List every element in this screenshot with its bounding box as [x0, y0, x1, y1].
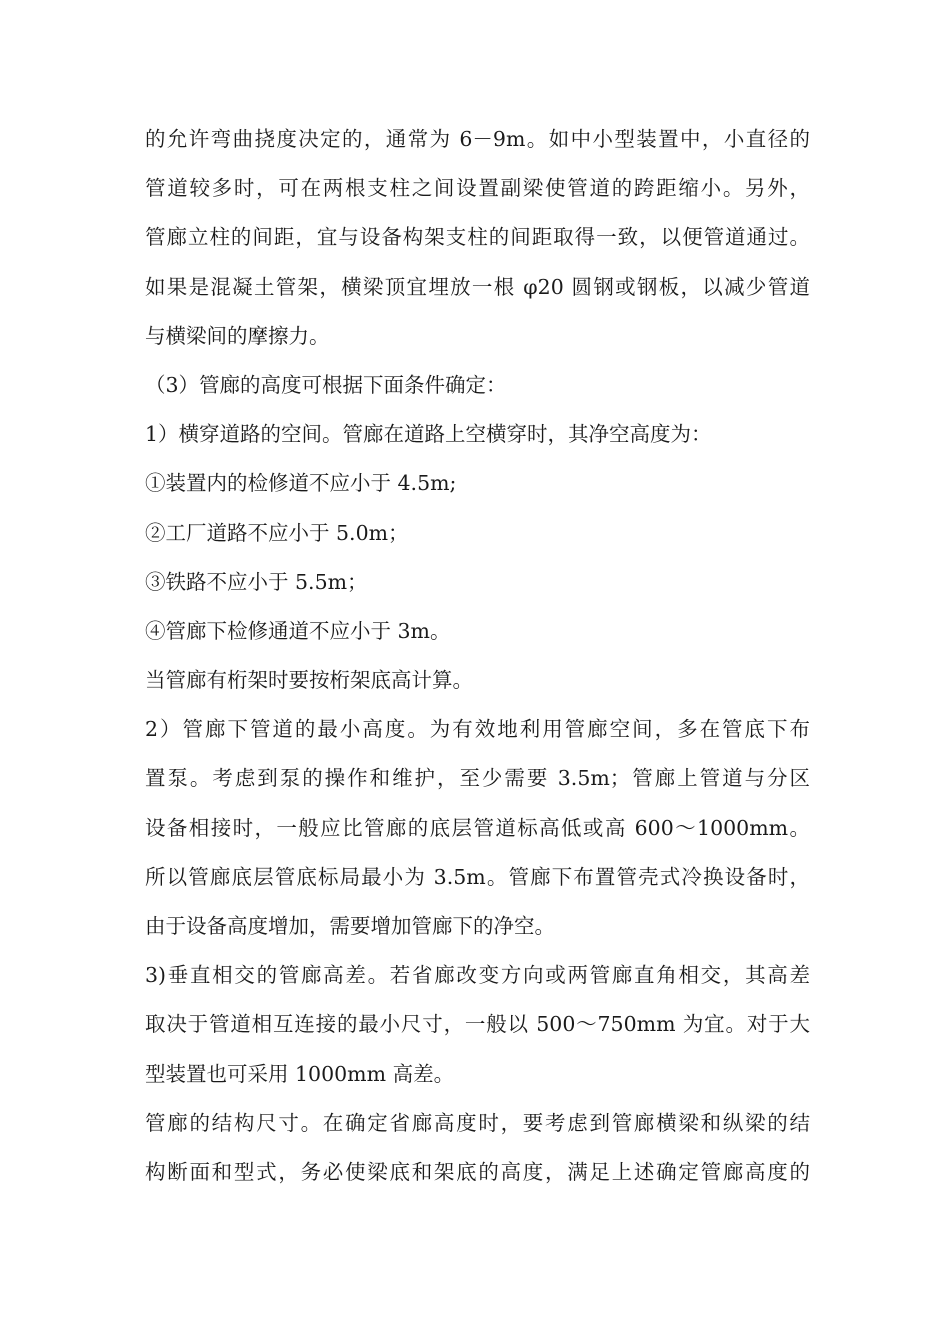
text-line: 管廊的结构尺寸。在确定省廊高度时，要考虑到管廊横梁和纵梁的结 [145, 1110, 810, 1135]
list-item: ②工厂道路不应小于 5.0m； [145, 520, 409, 545]
list-item: ①装置内的检修道不应小于 4.5m; [145, 471, 457, 496]
text-line: 置泵。考虑到泵的操作和维护，至少需要 3.5m；管廊上管道与分区 [145, 766, 810, 791]
list-item: ④管廊下检修通道不应小于 3m。 [145, 618, 451, 643]
list-item-heading: 2）管廊下管道的最小高度。为有效地利用管廊空间，多在管底下布 [145, 717, 810, 742]
text-line: 所以管廊底层管底标局最小为 3.5m。管廊下布置管壳式冷换设备时， [145, 864, 810, 889]
list-item: ③铁路不应小于 5.5m； [145, 569, 368, 594]
text-line: 型装置也可采用 1000mm 高差。 [145, 1061, 455, 1086]
text-line: 与横梁间的摩擦力。 [145, 323, 330, 348]
text-line: 构断面和型式，务必使梁底和架底的高度，满足上述确定管廊高度的 [145, 1159, 810, 1184]
section-heading: （3）管廊的高度可根据下面条件确定： [145, 372, 507, 397]
text-line: 设备相接时，一般应比管廊的底层管道标高低或高 600～1000mm。 [145, 815, 810, 840]
text-line: 管廊立柱的间距，宜与设备构架支柱的间距取得一致，以便管道通过。 [145, 225, 810, 250]
text-line: 管道较多时，可在两根支柱之间设置副梁使管道的跨距缩小。另外， [145, 176, 810, 201]
text-line: 的允许弯曲挠度决定的，通常为 6－9m。如中小型装置中，小直径的 [145, 127, 810, 151]
list-item-heading: 1）横穿道路的空间。管廊在道路上空横穿时，其净空高度为： [145, 422, 712, 447]
body-text [145, 115, 810, 1197]
text-line: 由于设备高度增加，需要增加管廊下的净空。 [145, 914, 555, 938]
text-line: 取决于管道相互连接的最小尺寸，一般以 500～750mm 为宜。对于大 [145, 1012, 810, 1037]
text-line: 当管廊有桁架时要按桁架底高计算。 [145, 668, 473, 693]
text-line: 如果是混凝土管架，横梁顶宜埋放一根 φ20 圆钢或钢板，以减少管道 [145, 274, 810, 299]
list-item-heading: 3)垂直相交的管廊高差。若省廊改变方向或两管廊直角相交，其高差 [145, 963, 810, 988]
